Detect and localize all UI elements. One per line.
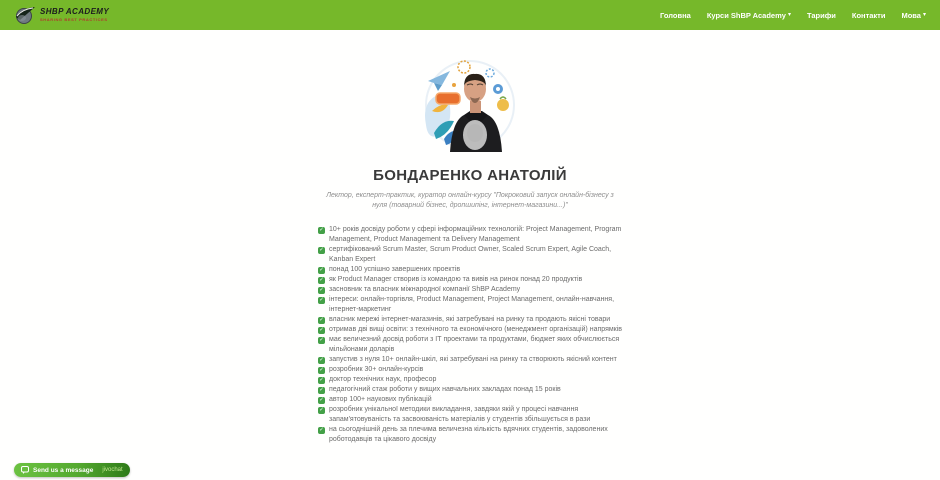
check-icon: ✓ (319, 296, 324, 303)
check-icon: ✓ (319, 386, 324, 393)
nav-item-4[interactable]: Мова ▾ (901, 10, 926, 20)
check-icon: ✓ (319, 316, 324, 323)
chevron-down-icon: ▾ (922, 12, 926, 18)
achievement-item: ✓ автор 100+ наукових публікацій (319, 396, 432, 403)
check-icon: ✓ (319, 376, 324, 383)
achievement-item: ✓ має величезний досвід роботи з ІТ проектами та продуктами, бюджет яких обчислюється мільйонами доларів (319, 336, 620, 353)
achievement-item: ✓ розробник 30+ онлайн-курсів (319, 366, 424, 373)
chat-widget[interactable] (14, 463, 130, 477)
logo-globe-icon (14, 4, 36, 26)
nav-menu (660, 11, 926, 20)
achievement-item: ✓ розробник унікальної методики викладання, завдяки якій у процесі навчання запам'ятовуваність та засвоюваність матеріалів у студентів збільшується в рази (319, 406, 591, 423)
logo-tagline: SHARING BEST PRACTICES (40, 16, 108, 22)
profile-name: БОНДАРЕНКО АНАТОЛІЙ (373, 167, 567, 184)
achievement-item: ✓ понад 100 успішно завершених проектів (319, 266, 461, 273)
achievement-item: ✓ педагогічний стаж роботи у вищих навчальних закладах понад 15 років (319, 386, 561, 393)
check-icon: ✓ (319, 246, 324, 253)
check-icon: ✓ (319, 266, 324, 273)
nav-item-2[interactable]: Тарифи (806, 10, 836, 20)
achievement-item: ✓ як Product Manager створив із командою та вивів на ринок понад 20 продуктів (319, 276, 583, 283)
achievement-item: ✓ сертифікований Scrum Master, Scrum Product Owner, Scaled Scrum Expert, Agile Coach, Kanban Expert (319, 246, 612, 263)
check-icon: ✓ (319, 426, 324, 433)
chat-brand: jivochat (102, 467, 123, 473)
logo-text (40, 8, 109, 22)
check-icon: ✓ (319, 276, 324, 283)
profile-photo (420, 55, 520, 152)
achievement-item: ✓ засновник та власник міжнародної компанії ShBP Academy (319, 286, 521, 293)
check-icon: ✓ (319, 326, 324, 333)
profile-subtitle: Лектор, експерт-практик, куратор онлайн-курсу "Покроковий запуск онлайн-бізнесу з нуля (товарний бізнес, дропшипінг, інтернет-магазини...)" (326, 192, 614, 209)
achievement-item: ✓ власник мережі інтернет-магазинів, які затребувані на ринку та продають якісні товари (319, 316, 611, 323)
chevron-down-icon: ▾ (787, 12, 791, 18)
achievement-item: ✓ 10+ років досвіду роботи у сфері інформаційних технологій: Project Management, Program Management, Product Management та Delivery Management (319, 226, 622, 243)
nav-item-0[interactable]: Головна (659, 10, 691, 20)
logo[interactable] (14, 4, 109, 26)
check-icon: ✓ (319, 286, 324, 293)
nav-item-3[interactable]: Контакти (851, 10, 886, 20)
achievements-list (318, 225, 622, 445)
achievement-item: ✓ запустив з нуля 10+ онлайн-шкіл, які затребувані на ринку та створюють якісний контент (319, 356, 617, 363)
check-icon: ✓ (319, 336, 324, 343)
achievement-item: ✓ отримав дві вищі освіти: з технічного та економічного (менеджмент організацій) напрямків (319, 326, 623, 333)
header (0, 0, 940, 30)
chat-message: Send us a message (33, 466, 94, 474)
check-icon: ✓ (319, 366, 324, 373)
check-icon: ✓ (319, 406, 324, 413)
check-icon: ✓ (319, 226, 324, 233)
chat-bubble-icon (21, 466, 29, 474)
check-icon: ✓ (319, 356, 324, 363)
achievement-item: ✓ інтереси: онлайн-торгівля, Product Management, Project Management, онлайн-навчання, інтернет-маркетинг (319, 296, 615, 313)
main-content (0, 55, 940, 445)
nav-item-1[interactable]: Курси ShBP Academy ▾ (706, 10, 791, 20)
achievement-item: ✓ доктор технічних наук, професор (319, 376, 437, 383)
achievement-item: ✓ на сьогоднішній день за плечима величезна кількість вдячних студентів, задоволених роботодавців та цікавого досвіду (319, 426, 608, 443)
logo-title: SHBP ACADEMY (40, 7, 110, 17)
check-icon: ✓ (319, 396, 324, 403)
